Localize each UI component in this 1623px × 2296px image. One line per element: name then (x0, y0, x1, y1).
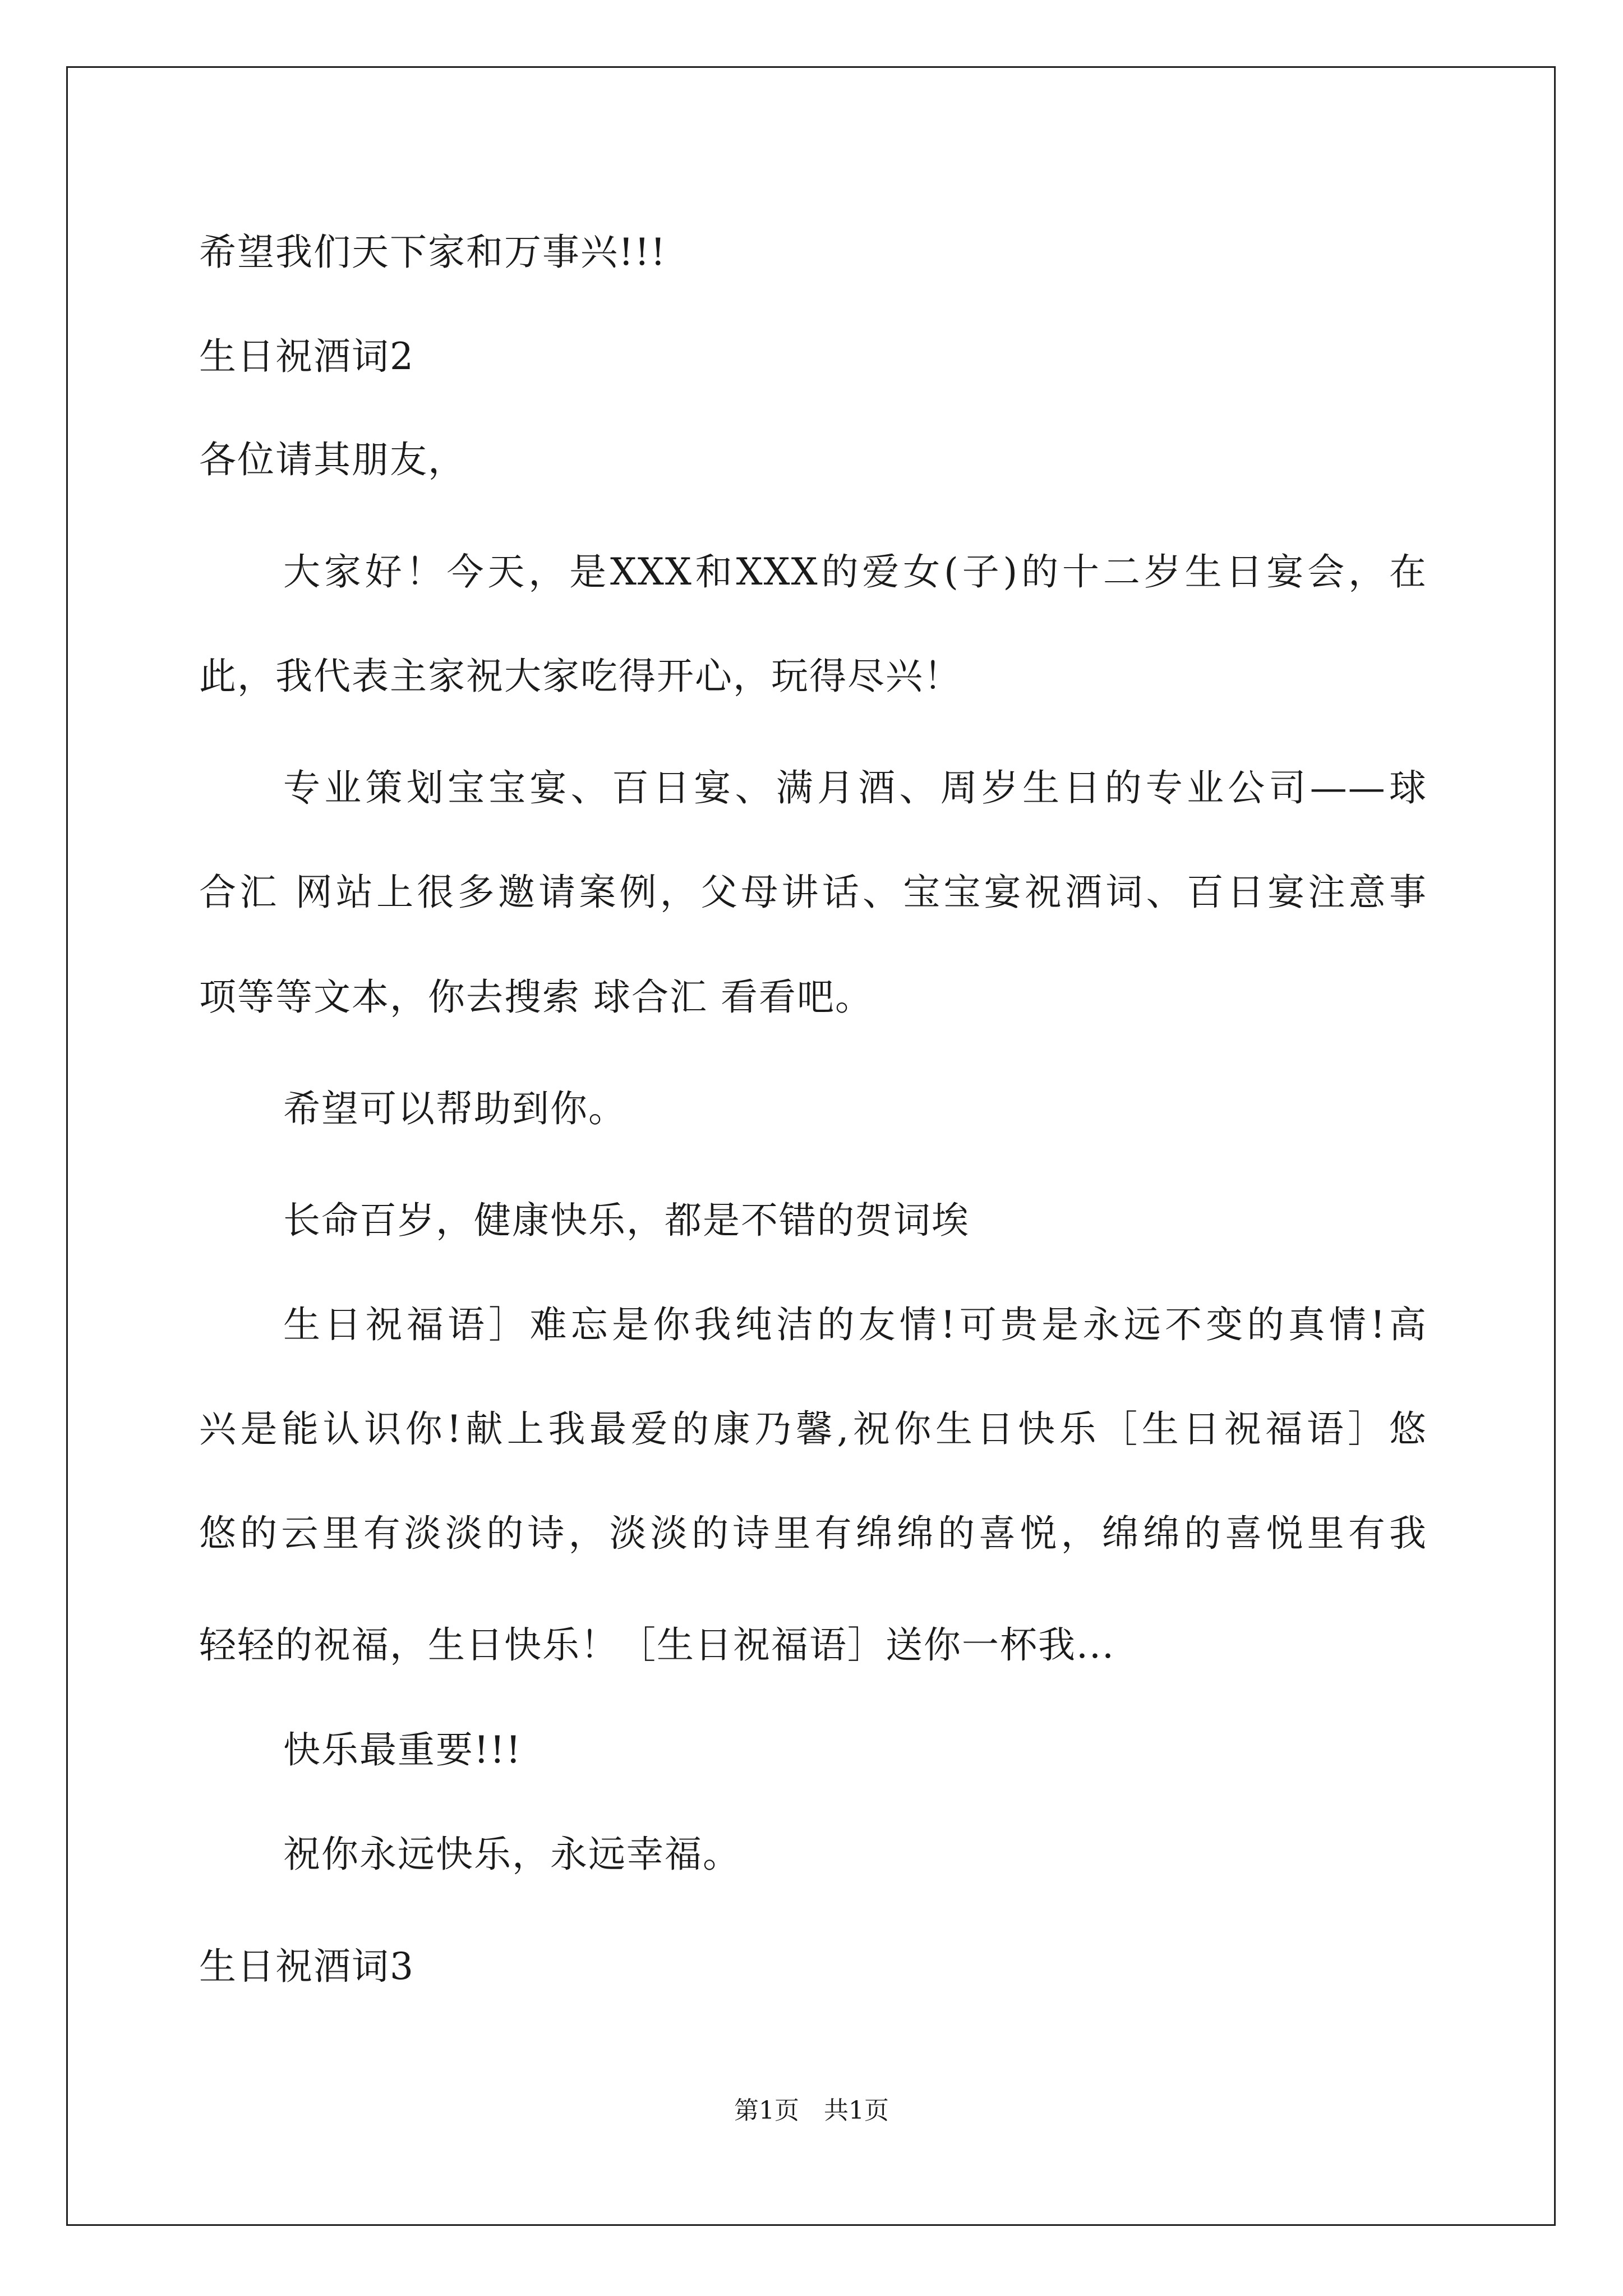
paragraph-line: 长命百岁，健康快乐，都是不错的贺词埃 (283, 1199, 970, 1242)
paragraph-line: 此，我代表主家祝大家吃得开心，玩得尽兴！ (199, 655, 962, 698)
page-border (66, 66, 1556, 2226)
text-line: 希望我们天下家和万事兴!!! (199, 231, 667, 274)
paragraph-line: 合汇 网站上很多邀请案例，父母讲话、宝宝宴祝酒词、百日宴注意事 (199, 871, 1427, 914)
paragraph-line: 悠的云里有淡淡的诗，淡淡的诗里有绵绵的喜悦，绵绵的喜悦里有我 (199, 1512, 1427, 1555)
paragraph-line: 希望可以帮助到你。 (283, 1087, 626, 1130)
paragraph-line: 大家好！今天，是XXX和XXX的爱女(子)的十二岁生日宴会，在 (283, 550, 1427, 593)
paragraph-line: 轻轻的祝福，生日快乐！［生日祝福语］送你一杯我... (199, 1623, 1115, 1667)
paragraph-line: 项等等文本，你去搜索 球合汇 看看吧。 (199, 976, 873, 1019)
salutation: 各位请其朋友， (199, 438, 466, 481)
page-footer: 第1页 共1页 (734, 2096, 889, 2125)
paragraph-line: 生日祝福语］难忘是你我纯洁的友情!可贵是永远不变的真情!高 (283, 1303, 1427, 1346)
section-heading: 生日祝酒词2 (199, 335, 414, 378)
paragraph-line: 祝你永远快乐，永远幸福。 (283, 1833, 741, 1876)
section-heading: 生日祝酒词3 (199, 1945, 414, 1988)
paragraph-line: 兴是能认识你!献上我最爱的康乃馨,祝你生日快乐［生日祝福语］悠 (199, 1407, 1427, 1451)
paragraph-line: 快乐最重要!!! (283, 1728, 522, 1772)
paragraph-line: 专业策划宝宝宴、百日宴、满月酒、周岁生日的专业公司——球 (283, 766, 1427, 809)
